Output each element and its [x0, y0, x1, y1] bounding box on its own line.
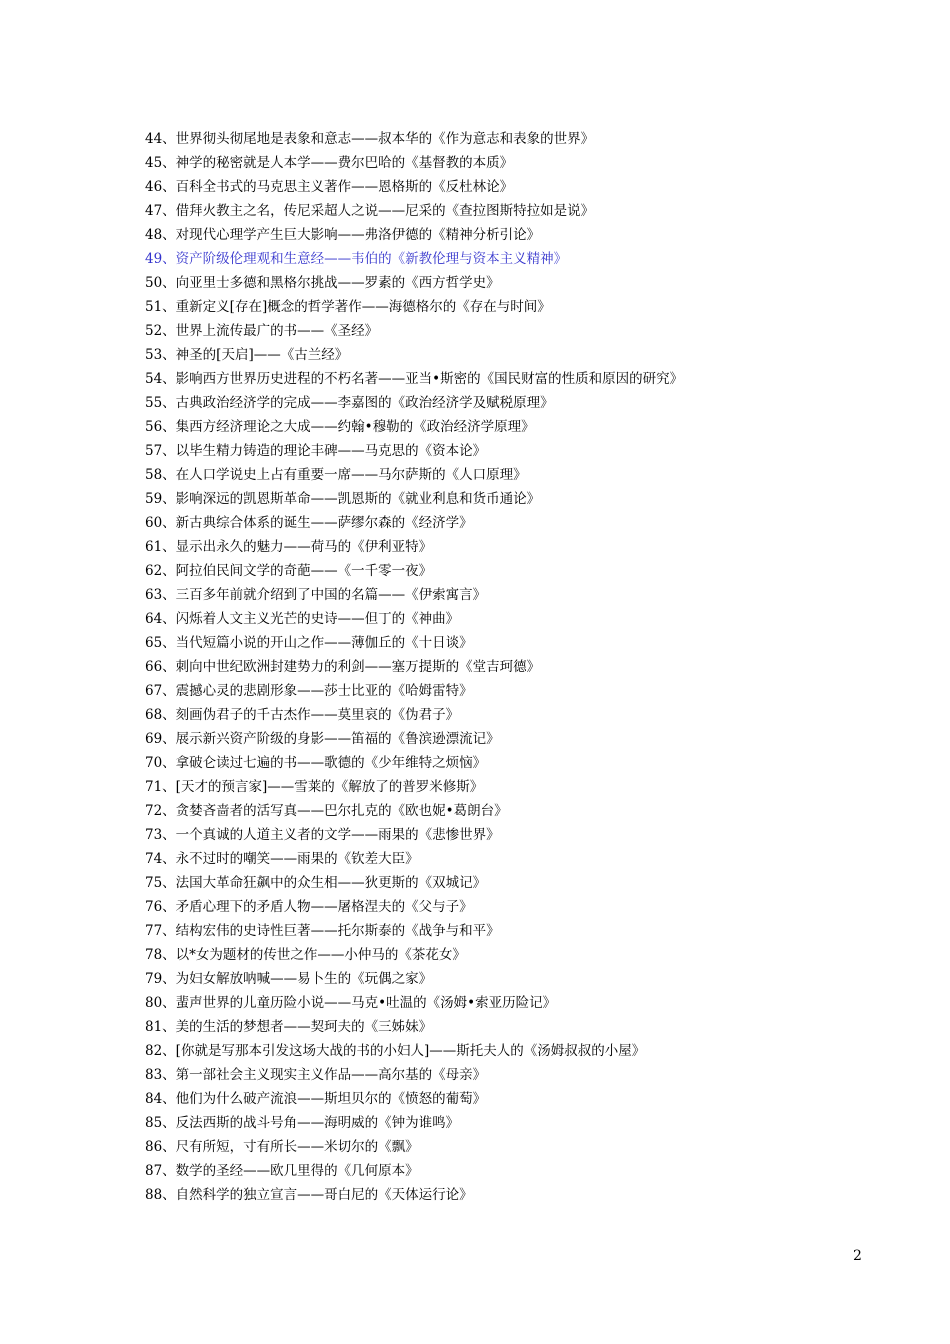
list-item: 87、数学的圣经——欧几里得的《几何原本》 [145, 1163, 419, 1179]
list-item: 79、为妇女解放呐喊——易卜生的《玩偶之家》 [145, 971, 433, 987]
list-item: 65、当代短篇小说的开山之作——薄伽丘的《十日谈》 [145, 635, 473, 651]
list-item: 45、神学的秘密就是人本学——费尔巴哈的《基督教的本质》 [145, 155, 514, 171]
list-item: 80、蜚声世界的儿童历险小说——马克•吐温的《汤姆•索亚历险记》 [145, 995, 557, 1011]
list-item: 71、[天才的预言家]——雪莱的《解放了的普罗米修斯》 [145, 779, 484, 795]
list-item: 84、他们为什么破产流浪——斯坦贝尔的《愤怒的葡萄》 [145, 1091, 487, 1107]
list-item: 50、向亚里士多德和黑格尔挑战——罗素的《西方哲学史》 [145, 275, 500, 291]
list-item: 62、阿拉伯民间文学的奇葩——《一千零一夜》 [145, 563, 433, 579]
list-item: 60、新古典综合体系的诞生——萨缪尔森的《经济学》 [145, 515, 473, 531]
list-item: 63、三百多年前就介绍到了中国的名篇——《伊索寓言》 [145, 587, 487, 603]
list-item: 77、结构宏伟的史诗性巨著——托尔斯泰的《战争与和平》 [145, 923, 500, 939]
list-item: 82、[你就是写那本引发这场大战的书的小妇人]——斯托夫人的《汤姆叔叔的小屋》 [145, 1043, 646, 1059]
list-item: 51、重新定义[存在]概念的哲学著作——海德格尔的《存在与时间》 [145, 299, 551, 315]
list-item: 69、展示新兴资产阶级的身影——笛福的《鲁滨逊漂流记》 [145, 731, 500, 747]
list-item: 83、第一部社会主义现实主义作品——高尔基的《母亲》 [145, 1067, 487, 1083]
list-item: 74、永不过时的嘲笑——雨果的《钦差大臣》 [145, 851, 419, 867]
list-item: 54、影响西方世界历史进程的不朽名著——亚当•斯密的《国民财富的性质和原因的研究》 [145, 371, 684, 387]
list-item: 85、反法西斯的战斗号角——海明威的《钟为谁鸣》 [145, 1115, 460, 1131]
list-item: 88、自然科学的独立宣言——哥白尼的《天体运行论》 [145, 1187, 473, 1203]
list-item: 46、百科全书式的马克思主义著作——恩格斯的《反杜林论》 [145, 179, 514, 195]
page-number: 2 [853, 1248, 862, 1264]
list-item: 58、在人口学说史上占有重要一席——马尔萨斯的《人口原理》 [145, 467, 527, 483]
list-item-link[interactable]: 49、资产阶级伦理观和生意经——韦伯的《新教伦理与资本主义精神》 [145, 251, 568, 267]
list-item: 55、古典政治经济学的完成——李嘉图的《政治经济学及赋税原理》 [145, 395, 554, 411]
list-item: 66、刺向中世纪欧洲封建势力的利剑——塞万提斯的《堂吉珂德》 [145, 659, 541, 675]
list-item: 86、尺有所短，寸有所长——米切尔的《飘》 [145, 1139, 419, 1155]
list-item: 64、闪烁着人文主义光芒的史诗——但丁的《神曲》 [145, 611, 460, 627]
book-list [145, 127, 905, 1207]
list-item: 52、世界上流传最广的书——《圣经》 [145, 323, 379, 339]
list-item: 56、集西方经济理论之大成——约翰•穆勒的《政治经济学原理》 [145, 419, 535, 435]
list-item: 59、影响深远的凯恩斯革命——凯恩斯的《就业利息和货币通论》 [145, 491, 541, 507]
list-item: 81、美的生活的梦想者——契珂夫的《三姊妹》 [145, 1019, 433, 1035]
list-item: 67、震撼心灵的悲剧形象——莎士比亚的《哈姆雷特》 [145, 683, 473, 699]
list-item: 61、显示出永久的魅力——荷马的《伊利亚特》 [145, 539, 433, 555]
list-item: 70、拿破仑读过七遍的书——歌德的《少年维特之烦恼》 [145, 755, 487, 771]
list-item: 75、法国大革命狂飙中的众生相——狄更斯的《双城记》 [145, 875, 487, 891]
list-item: 73、一个真诚的人道主义者的文学——雨果的《悲惨世界》 [145, 827, 500, 843]
list-item: 47、借拜火教主之名，传尼采超人之说——尼采的《查拉图斯特拉如是说》 [145, 203, 595, 219]
list-item: 44、世界彻头彻尾地是表象和意志——叔本华的《作为意志和表象的世界》 [145, 131, 595, 147]
list-item: 72、贪婪吝啬者的活写真——巴尔扎克的《欧也妮•葛朗台》 [145, 803, 508, 819]
list-item: 68、刻画伪君子的千古杰作——莫里哀的《伪君子》 [145, 707, 460, 723]
list-item: 48、对现代心理学产生巨大影响——弗洛伊德的《精神分析引论》 [145, 227, 541, 243]
list-item: 53、神圣的[天启]——《古兰经》 [145, 347, 349, 363]
list-item: 76、矛盾心理下的矛盾人物——屠格涅夫的《父与子》 [145, 899, 473, 915]
list-item: 78、以*女为题材的传世之作——小仲马的《茶花女》 [145, 947, 466, 963]
list-item: 57、以毕生精力铸造的理论丰碑——马克思的《资本论》 [145, 443, 487, 459]
